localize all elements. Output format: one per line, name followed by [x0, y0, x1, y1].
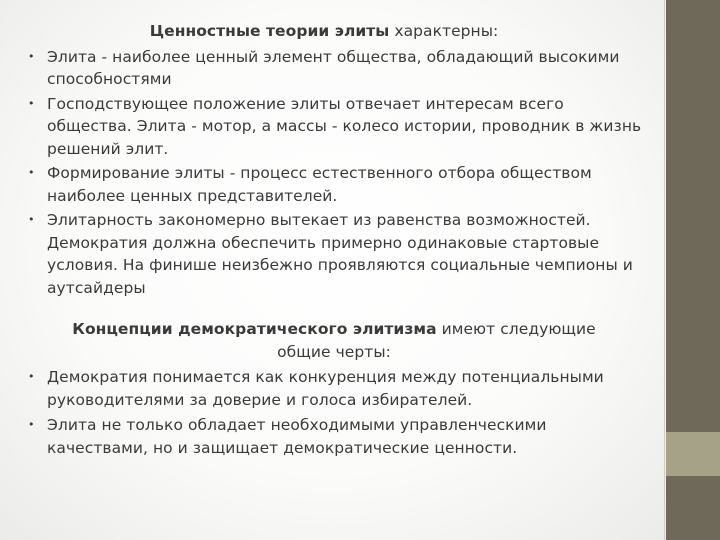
sidebar-accent-block	[666, 432, 720, 476]
section2-heading-rest: имеют следующие общие черты:	[277, 320, 596, 361]
list-item	[28, 414, 650, 459]
list-item	[28, 46, 650, 91]
list-item	[28, 93, 650, 161]
bullet-icon: •	[28, 213, 35, 226]
list-item-text: Элитарность закономерно вытекает из равенства возможностей. Демократия должна обеспечить примерно одинаковые стартовые условия. На финише неизбежно проявляются социальные чемпионы и аутсайдеры	[47, 211, 633, 297]
section1-heading	[28, 20, 650, 43]
list-item	[28, 209, 650, 299]
bullet-icon: •	[28, 96, 35, 110]
list-item-text: Элита не только обладает необходимыми управленческими качествами, но и защищает демократические ценности.	[47, 416, 547, 457]
list-item-text: Формирование элиты - процесс естественного отбора обществом наиболее ценных представителей.	[47, 164, 592, 205]
list-item-text: Господствующее положение элиты отвечает интересам всего общества. Элита - мотор, а массы - колесо истории, проводник в жизнь решений элит.	[47, 94, 642, 158]
list-item	[28, 366, 650, 411]
slide-edge-line	[664, 0, 665, 540]
slide-content	[28, 20, 650, 459]
list-item	[28, 162, 650, 207]
section1-heading-strong: Ценностные теории элиты	[149, 22, 390, 40]
bullet-icon: •	[28, 166, 35, 179]
list-item-text: Элита - наиболее ценный элемент общества, обладающий высокими способностями	[47, 47, 620, 88]
list-item-text: Демократия понимается как конкуренция между потенциальными руководителями за доверие и голоса избирателей.	[47, 368, 604, 409]
section1-heading-rest: характерны:	[389, 22, 499, 40]
section1-list	[28, 46, 650, 300]
section2-list	[28, 366, 650, 459]
bullet-icon: •	[28, 418, 35, 431]
bullet-icon: •	[28, 49, 35, 63]
section2-heading	[28, 318, 650, 363]
bullet-icon: •	[28, 370, 35, 383]
section2-heading-strong: Концепции демократического элитизма	[72, 320, 437, 338]
